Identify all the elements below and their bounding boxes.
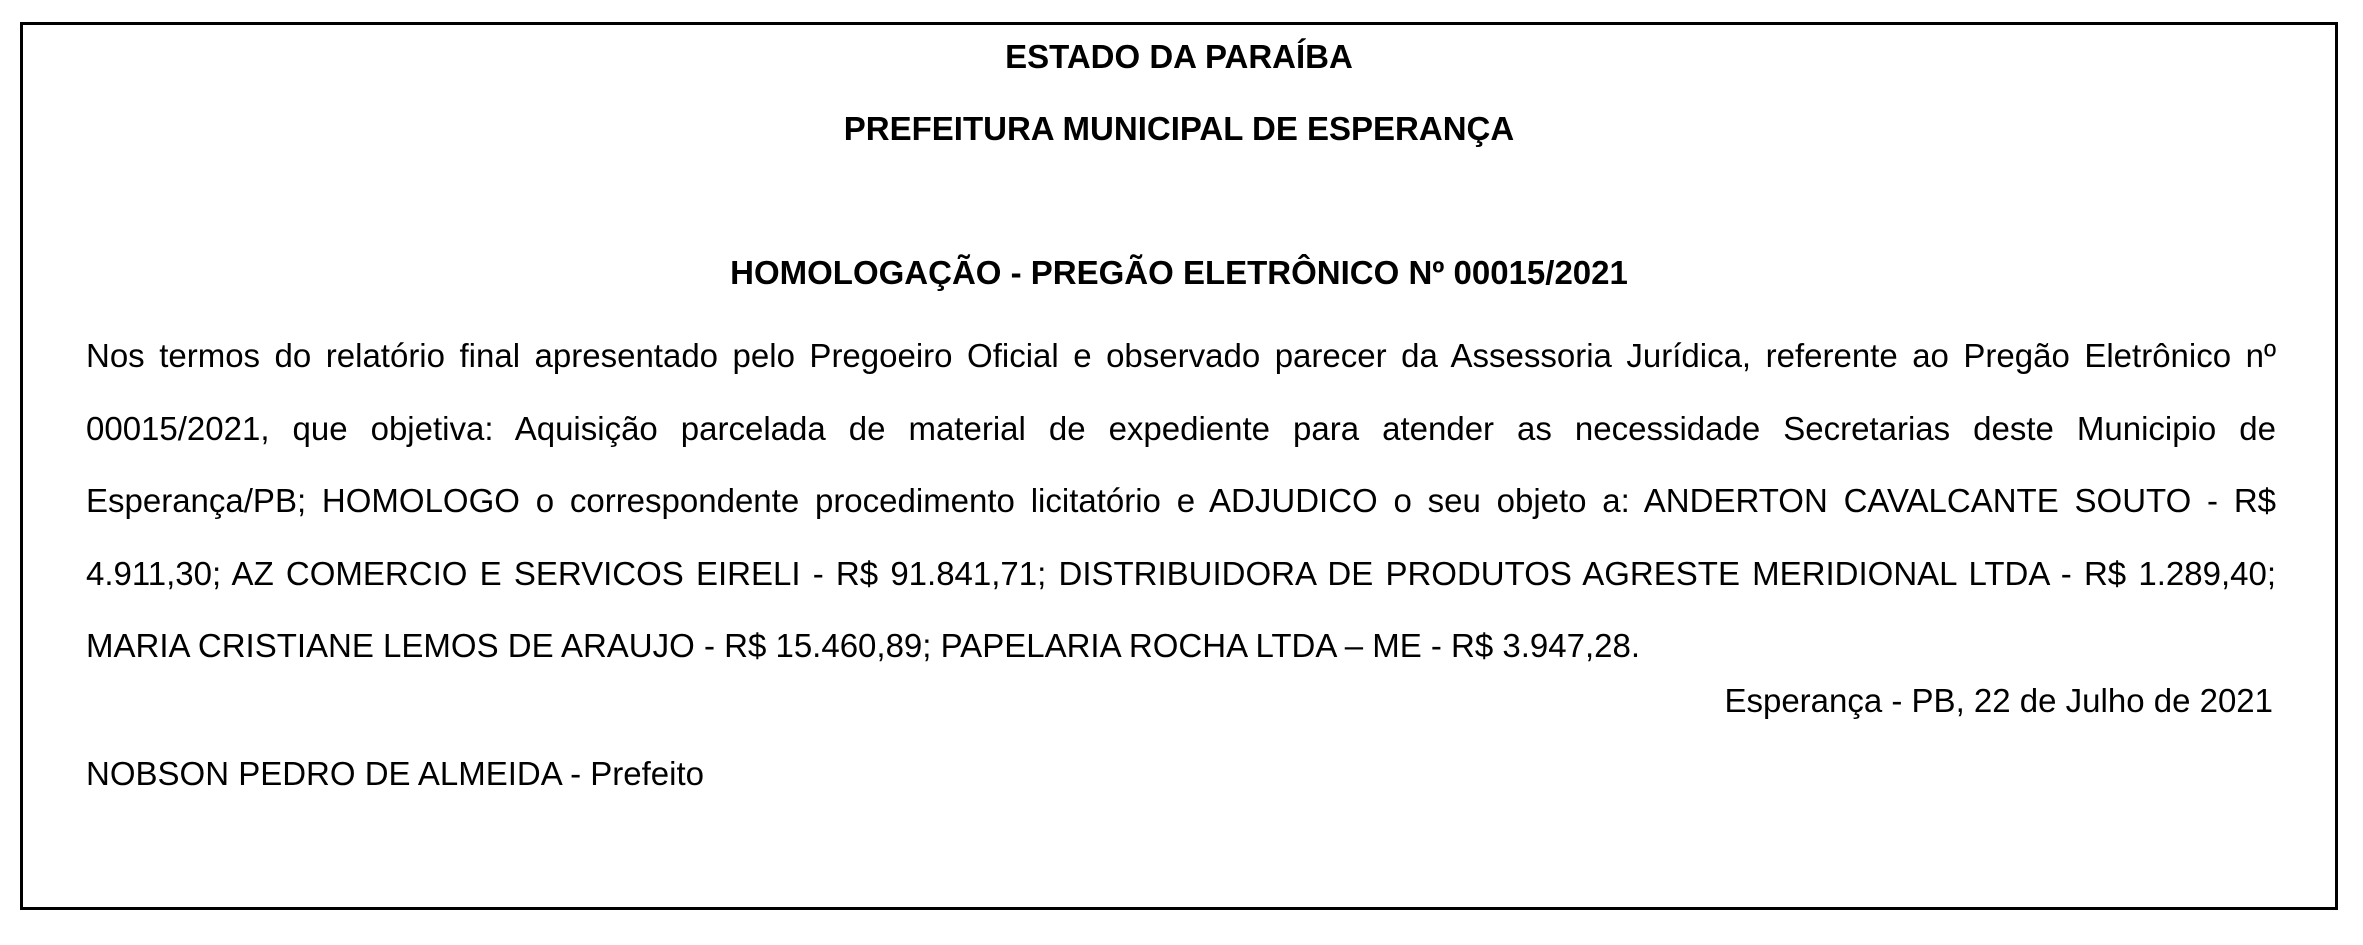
signature: NOBSON PEDRO DE ALMEIDA - Prefeito xyxy=(86,755,705,792)
municipality-heading: PREFEITURA MUNICIPAL DE ESPERANÇA xyxy=(843,110,1515,147)
state-heading: ESTADO DA PARAÍBA xyxy=(1005,38,1353,75)
notice-frame xyxy=(20,22,2338,910)
place-date: Esperança - PB, 22 de Julho de 2021 xyxy=(1724,682,2273,719)
notice-body: Nos termos do relatório final apresentado pelo Pregoeiro Oficial e observado parecer da Assessoria Jurídica, referente ao Pregão Eletrônico nº 00015/2021, que objetiva: Aquisição parcelada de material de expediente para atender as necessidade Secretarias deste Municipio de Esperança/PB; HOMOLOGO o correspondente procedimento licitatório e ADJUDICO o seu objeto a: ANDERTON CAVALCANTE SOUTO - R$ 4.911,30; AZ COMERCIO E SERVICOS EIRELI - R$ 91.841,71; DISTRIBUIDORA DE PRODUTOS AGRESTE MERIDIONAL LTDA - R$ 1.289,40; MARIA CRISTIANE LEMOS DE ARAUJO - R$ 15.460,89; PAPELARIA ROCHA LTDA – ME - R$ 3.947,28. xyxy=(86,337,2276,664)
notice-title: HOMOLOGAÇÃO - PREGÃO ELETRÔNICO Nº 00015/2021 xyxy=(730,254,1628,291)
